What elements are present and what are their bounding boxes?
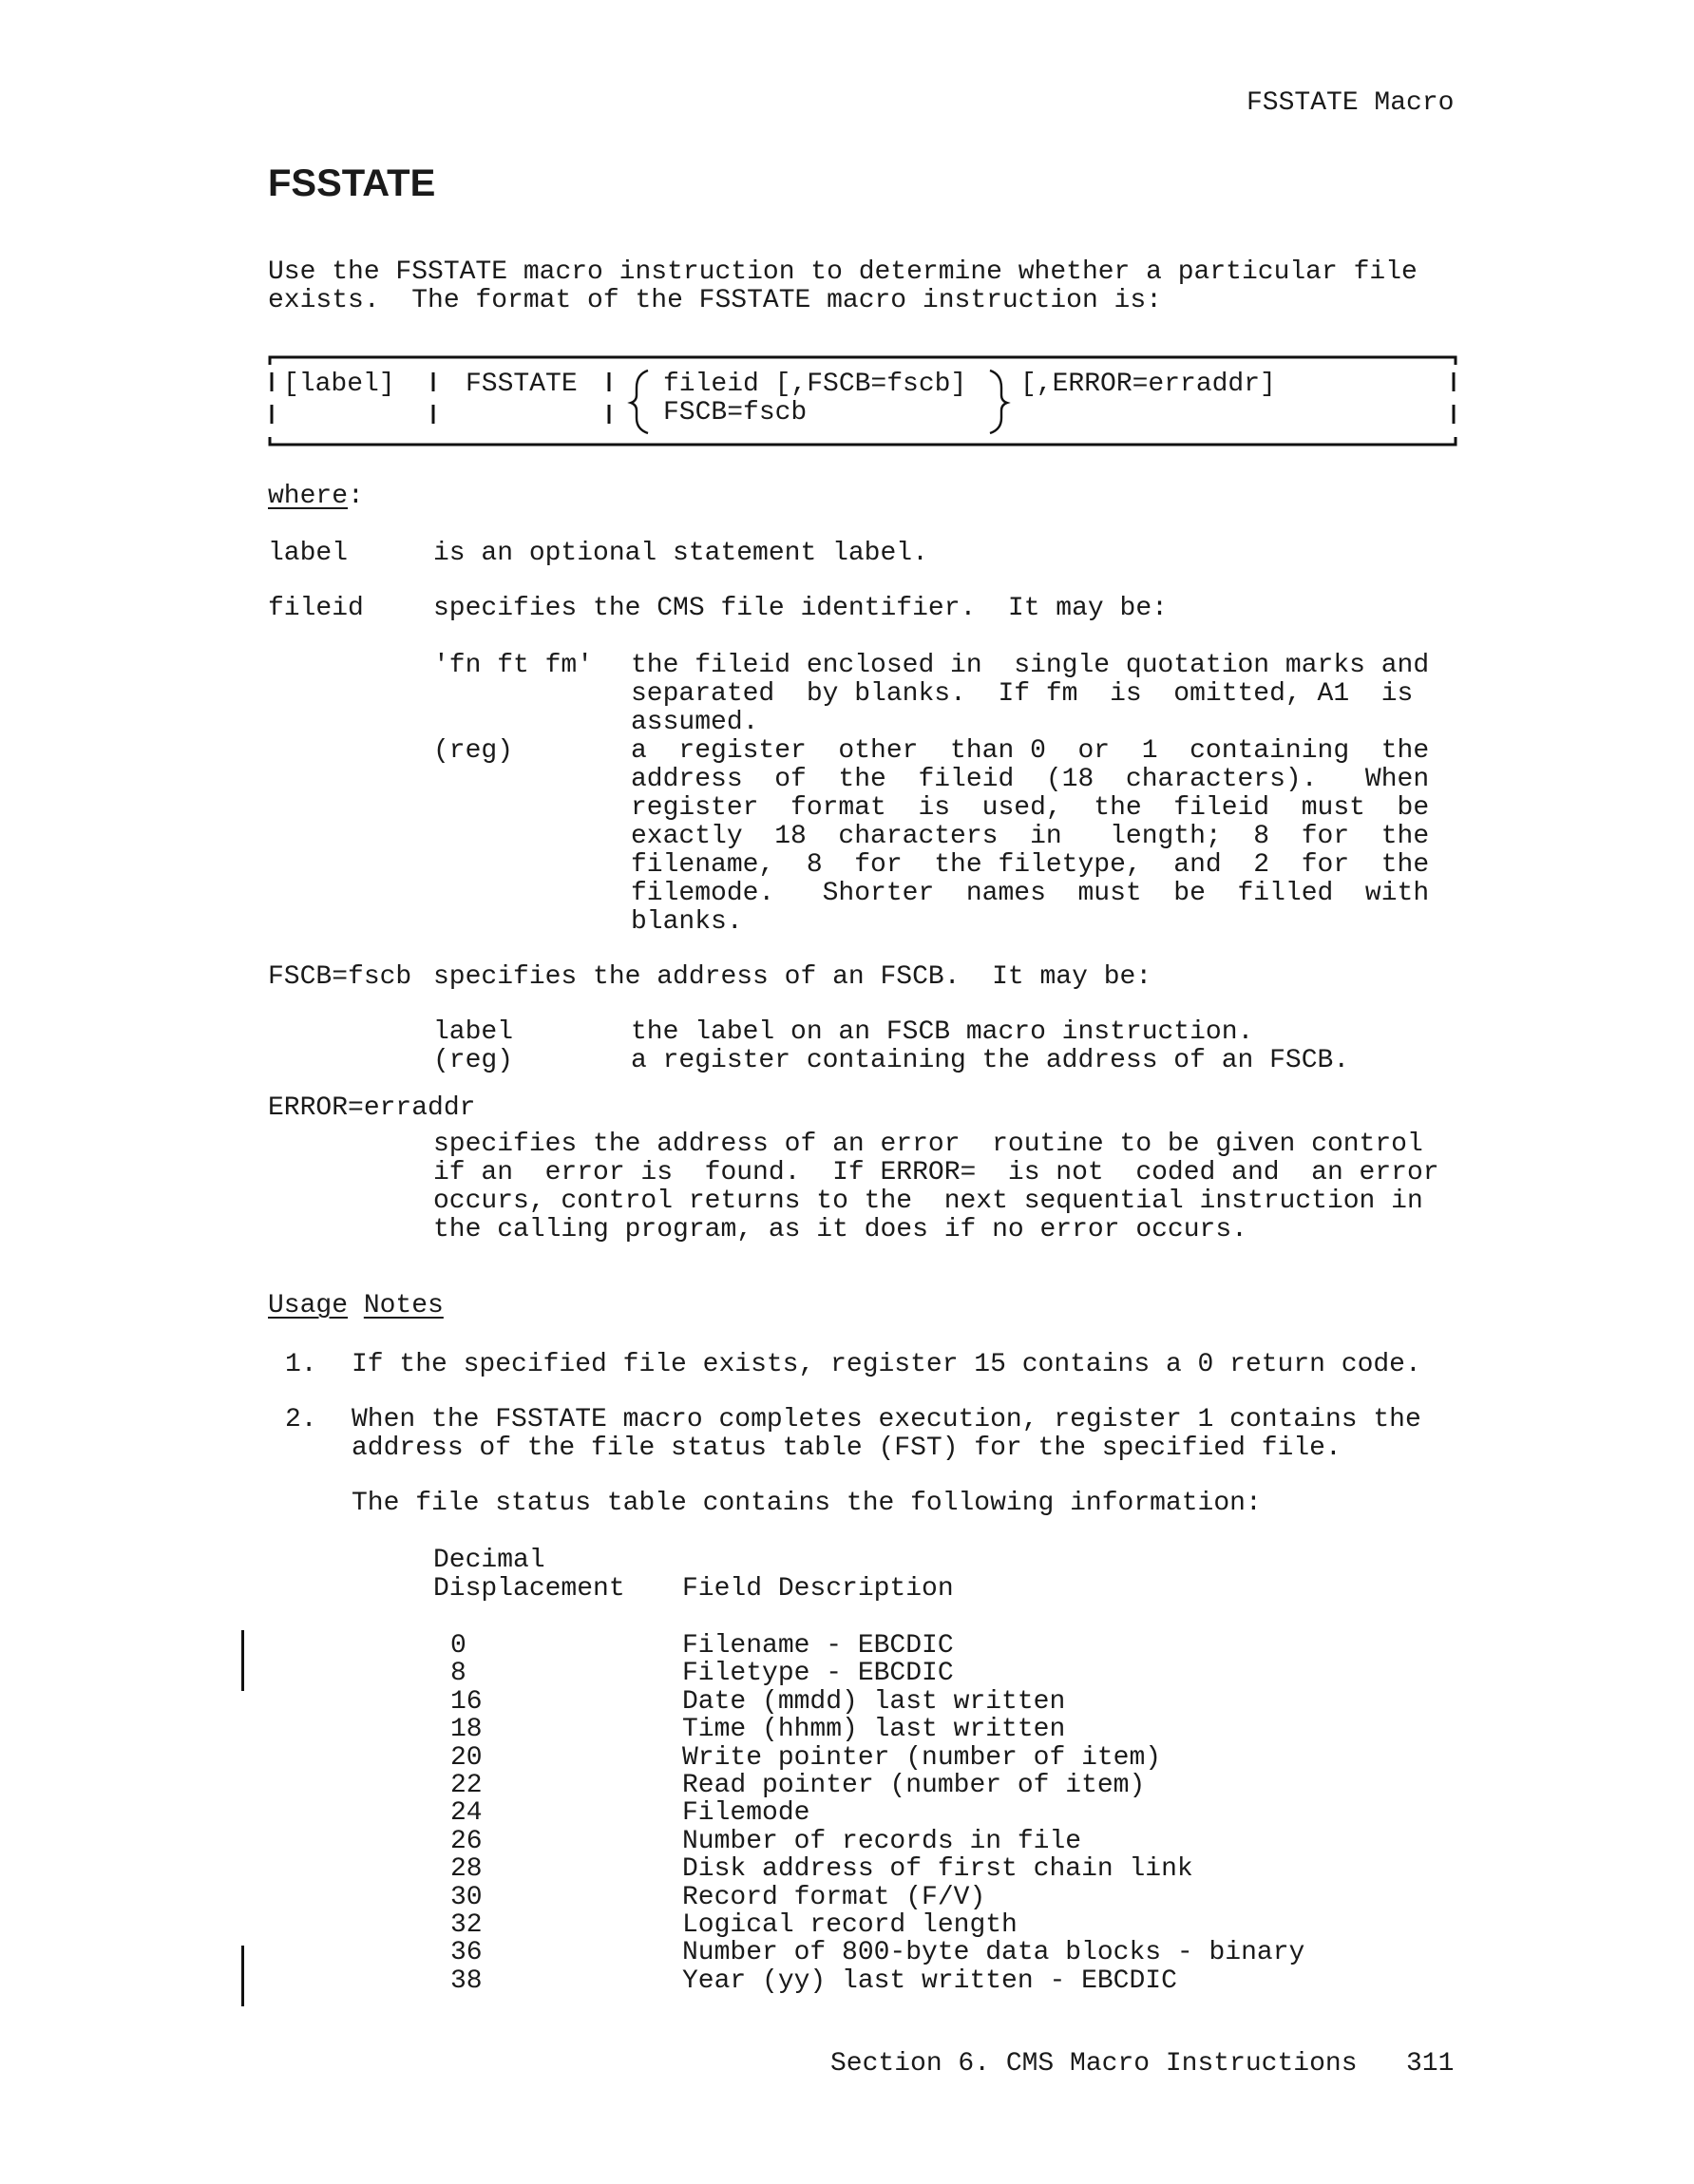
fst-row-displacement: 20 [450,1743,483,1773]
fileid-fnftfm-desc [631,652,1429,737]
page-title: FSSTATE [268,162,436,204]
desc-line: assumed. [631,708,759,737]
intro-line: Use the FSSTATE macro instruction to determine whether a particular file [268,257,1418,287]
note-line: address of the file status table (FST) for the specified file. [352,1434,1342,1463]
format-error-operand: [,ERROR=erraddr] [1020,370,1276,399]
where-colon: : [348,482,364,511]
note-text [352,1406,1421,1463]
desc-line: register format is used, the fileid must be [631,793,1430,823]
revision-bar [241,1630,244,1662]
desc-line: if an error is found. If ERROR= is not coded and an error [433,1158,1439,1187]
param-fscb-desc: specifies the address of an FSCB. It may be: [433,962,1152,992]
fst-col2-header: Field Description [682,1574,954,1604]
param-fscb-term: FSCB=fscb [268,962,412,992]
fst-row-displacement: 24 [450,1798,483,1828]
fst-row-description: Disk address of first chain link [682,1854,1193,1884]
fst-row-description: Time (hhmm) last written [682,1715,1066,1744]
fscb-reg-desc: a register containing the address of an FSCB. [631,1046,1350,1075]
fscb-reg-term: (reg) [433,1046,514,1075]
format-option-fscb: FSCB=fscb [663,398,808,427]
fst-row-description: Date (mmdd) last written [682,1687,1066,1717]
revision-bar [241,1974,244,2006]
fst-row-description: Number of records in file [682,1827,1082,1856]
desc-line: address of the fileid (18 characters). When [631,765,1430,794]
usage-word: Usage [268,1291,349,1320]
desc-line: the fileid enclosed in single quotation marks and [631,651,1430,680]
fst-row-description: Year (yy) last written - EBCDIC [682,1966,1177,1996]
revision-bar [241,1659,244,1691]
param-error-term: ERROR=erraddr [268,1093,476,1123]
note-text: If the specified file exists, register 15 contains a 0 return code. [352,1350,1421,1379]
fst-row-description: Number of 800-byte data blocks - binary [682,1938,1305,1967]
header-line: Displacement [433,1574,625,1604]
fscb-label-term: label [433,1017,514,1047]
fileid-reg-desc [631,737,1429,937]
param-label-term: label [268,539,349,568]
fst-intro: The file status table contains the following information: [352,1489,1262,1518]
note-number: 2. [285,1405,317,1434]
desc-line: a register other than 0 or 1 containing the [631,736,1430,766]
fst-row-displacement: 28 [450,1854,483,1884]
fst-row-displacement: 38 [450,1966,483,1996]
fileid-fnftfm-term: 'fn ft fm' [433,651,594,680]
param-fileid-desc: specifies the CMS file identifier. It may be: [433,594,1168,623]
fst-row-description: Filemode [682,1798,810,1828]
param-fileid-term: fileid [268,594,364,623]
fst-row-displacement: 18 [450,1715,483,1744]
fst-row-displacement: 8 [450,1659,466,1688]
revision-bar [241,1946,244,1978]
page-number: 311 [1406,2049,1455,2079]
running-header: FSSTATE Macro [1247,88,1455,118]
param-error-desc [433,1130,1439,1244]
param-label-desc: is an optional statement label. [433,539,928,568]
fst-row-displacement: 26 [450,1827,483,1856]
desc-line: separated by blanks. If fm is omitted, A1 is [631,679,1414,709]
note-line: When the FSSTATE macro completes execution, register 1 contains the [352,1405,1421,1434]
fst-row-description: Read pointer (number of item) [682,1771,1146,1800]
format-macro-name: FSSTATE [466,370,578,399]
usage-notes-heading [268,1292,444,1320]
notes-word: Notes [363,1291,444,1320]
format-option-fileid: fileid [,FSCB=fscb] [663,370,967,399]
fst-row-displacement: 22 [450,1771,483,1800]
desc-line: filemode. Shorter names must be filled with [631,879,1430,908]
format-label-operand: [label] [283,370,395,399]
fileid-reg-term: (reg) [433,736,514,766]
desc-line: filename, 8 for the filetype, and 2 for the [631,850,1430,880]
where-heading [268,483,364,511]
footer-section: Section 6. CMS Macro Instructions [830,2049,1358,2079]
desc-line: blanks. [631,907,743,937]
where-word: where [268,482,349,511]
desc-line: occurs, control returns to the next sequential instruction in [433,1187,1423,1216]
desc-line: the calling program, as it does if no error occurs. [433,1215,1247,1244]
desc-line: specifies the address of an error routine to be given control [433,1130,1423,1159]
note-number: 1. [285,1350,317,1379]
header-line: Decimal [433,1546,545,1575]
fst-row-description: Logical record length [682,1910,1018,1940]
fscb-label-desc: the label on an FSCB macro instruction. [631,1017,1254,1047]
desc-line: exactly 18 characters in length; 8 for the [631,822,1430,851]
fst-row-description: Filetype - EBCDIC [682,1659,954,1688]
fst-row-displacement: 30 [450,1883,483,1912]
fst-row-displacement: 0 [450,1631,466,1661]
fst-row-description: Write pointer (number of item) [682,1743,1162,1773]
fst-col1-header [433,1547,625,1604]
intro-line: exists. The format of the FSSTATE macro instruction is: [268,286,1162,315]
fst-row-displacement: 36 [450,1938,483,1967]
fst-row-displacement: 16 [450,1687,483,1717]
fst-row-description: Record format (F/V) [682,1883,986,1912]
fst-row-displacement: 32 [450,1910,483,1940]
fst-row-description: Filename - EBCDIC [682,1631,954,1661]
